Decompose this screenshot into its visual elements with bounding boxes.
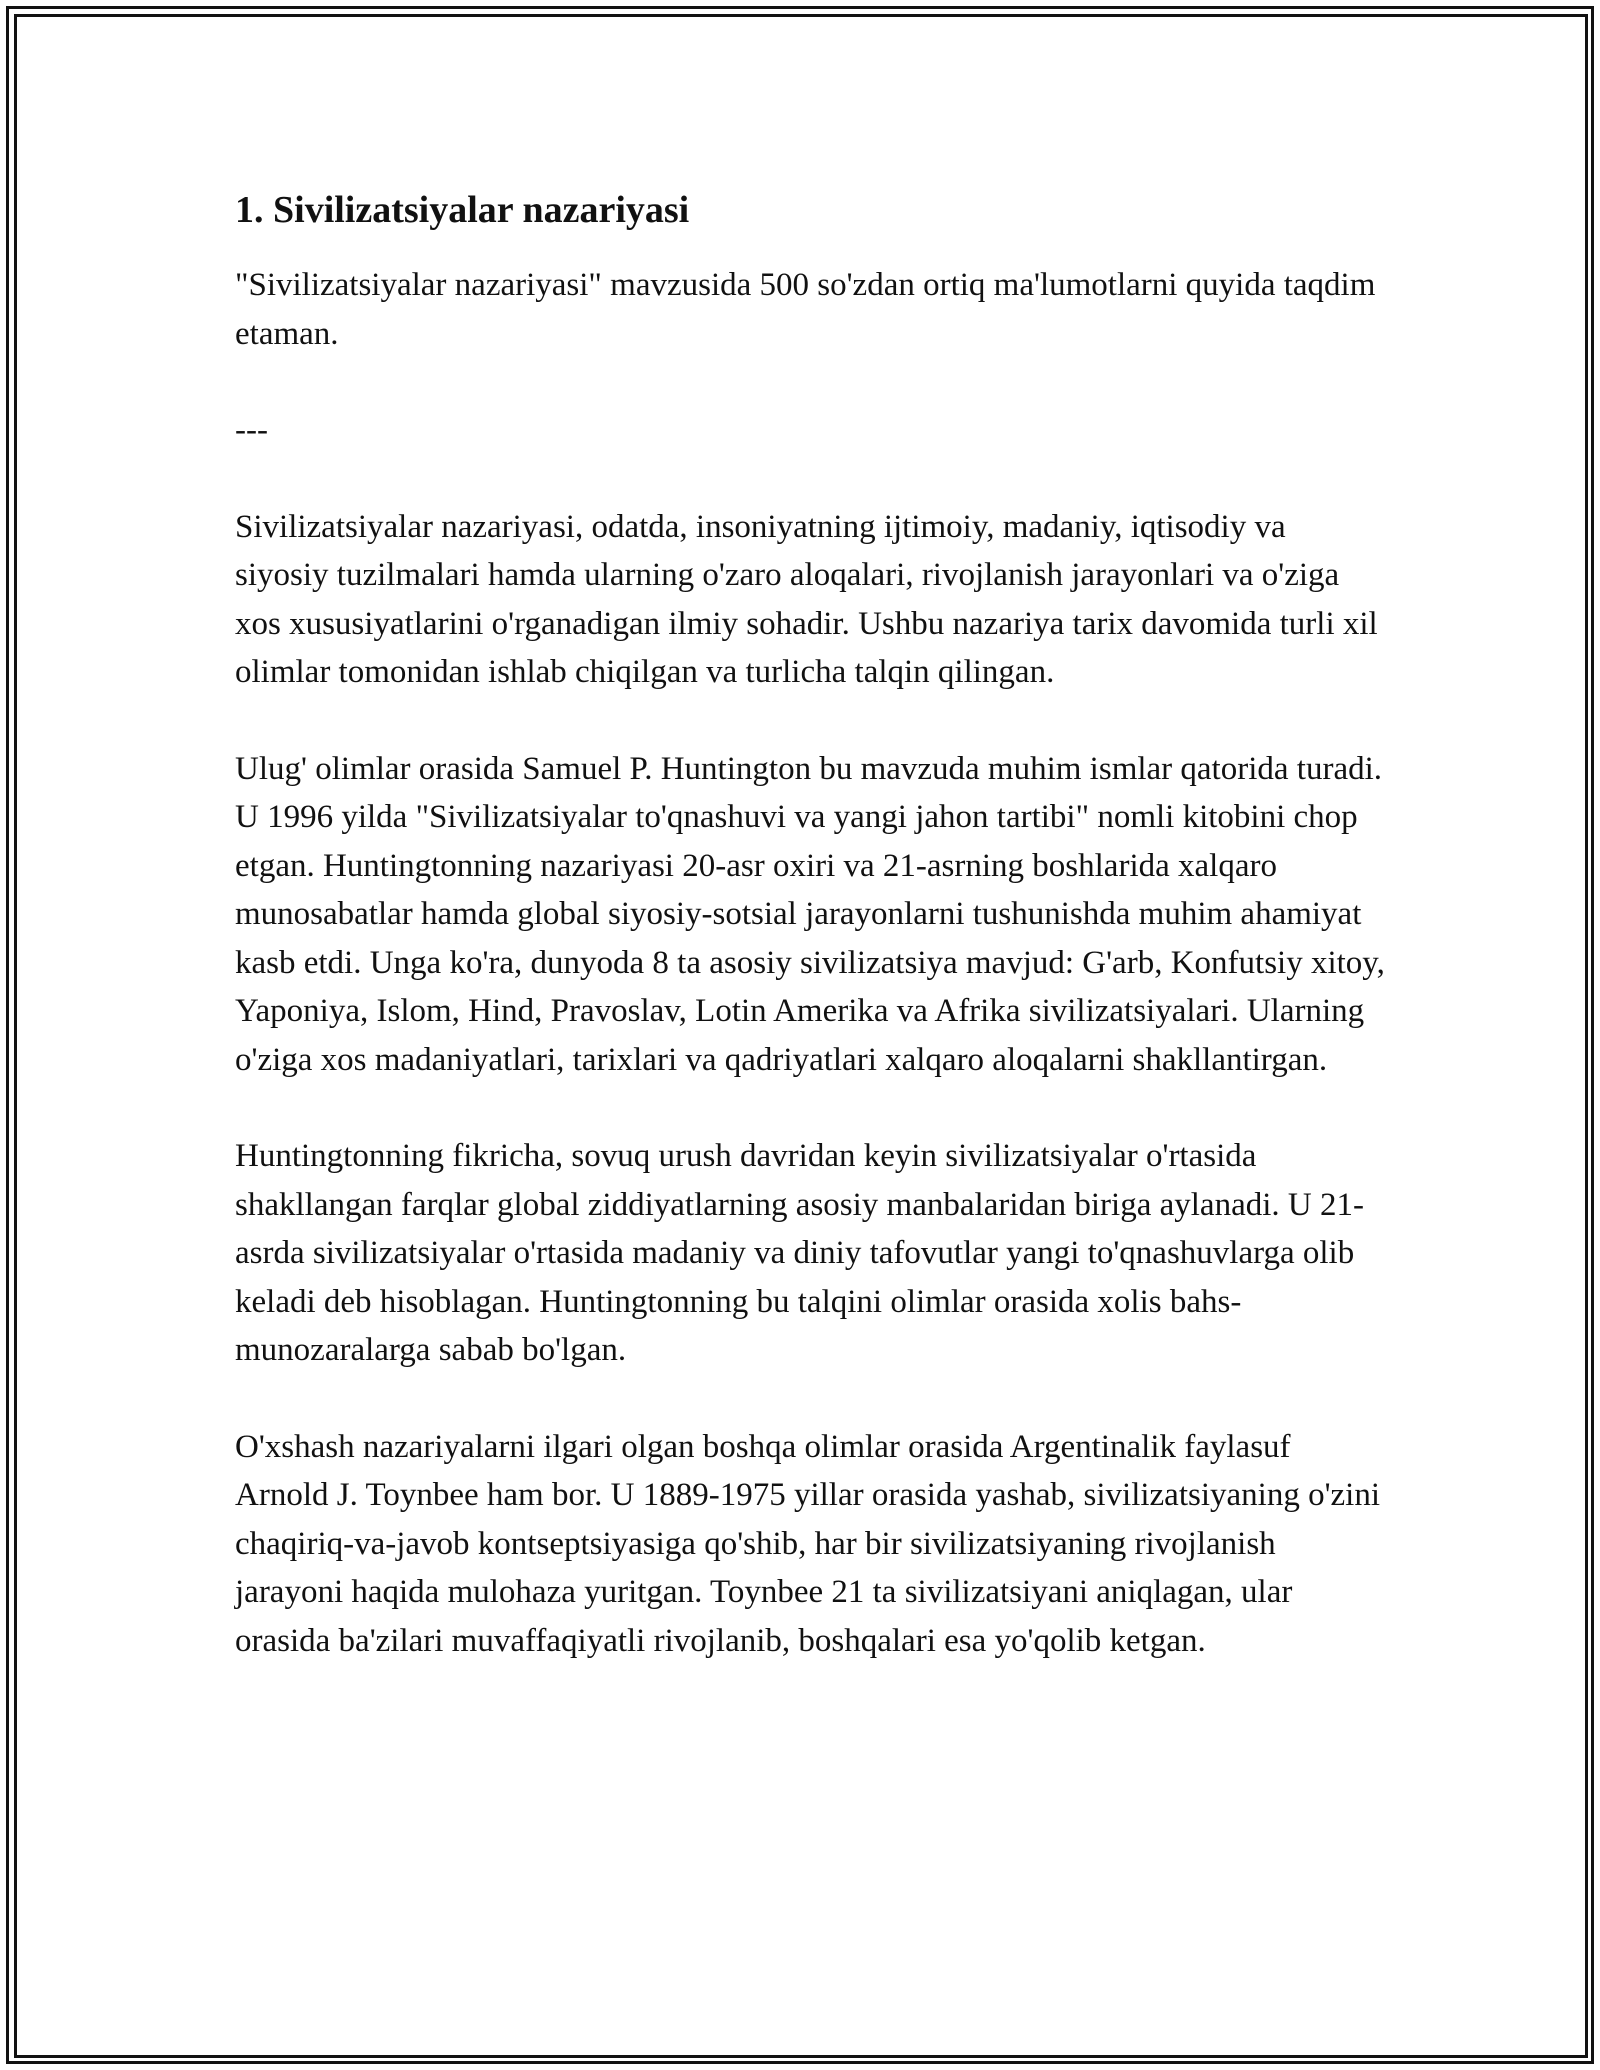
paragraph-definition: Sivilizatsiyalar nazariyasi, odatda, insoniyatning ijtimoiy, madaniy, iqtisodiy va siyosiy tuzilmalari hamda ularning o'zaro aloqalari, rivojlanish jarayonlari va o'ziga xos xususiyatlarini o'rganadigan ilmiy sohadir. Ushbu nazariya tarix davomida turli xil olimlar tomonidan ishlab chiqilgan va turlicha talqin qilingan. <box>235 508 1378 691</box>
intro-paragraph: "Sivilizatsiyalar nazariyasi" mavzusida 500 so'zdan ortiq ma'lumotlarni quyida taqdim etaman. <box>235 267 1376 352</box>
paragraph-huntington: Ulug' olimlar orasida Samuel P. Huntington bu mavzuda muhim ismlar qatorida turadi. U 1996 yilda "Sivilizatsiyalar to'qnashuvi va yangi jahon tartibi" nomli kitobini chop etgan. Huntingtonning nazariyasi 20-asr oxiri va 21-asrning boshlarida xalqaro munosabatlar hamda global siyosiy-sotsial jarayonlarni tushunishda muhim ahamiyat kasb etdi. Unga ko'ra, dunyoda 8 ta asosiy sivilizatsiya mavjud: G'arb, Konfutsiy xitoy, Yaponiya, Islom, Hind, Pravoslav, Lotin Amerika va Afrika sivilizatsiyalari. Ularning o'ziga xos madaniyatlari, tarixlari va qadriyatlari xalqaro aloqalarni shakllantirgan. <box>235 750 1385 1078</box>
document-body <box>235 186 1385 1713</box>
document-heading: 1. Sivilizatsiyalar nazariyasi <box>235 189 690 231</box>
paragraph-toynbee: O'xshash nazariyalarni ilgari olgan boshqa olimlar orasida Argentinalik faylasuf Arnold J. Toynbee ham bor. U 1889-1975 yillar orasida yashab, sivilizatsiyaning o'zini chaqiriq-va-javob kontseptsiyasiga qo'shib, har bir sivilizatsiyaning rivojlanish jarayoni haqida mulohaza yuritgan. Toynbee 21 ta sivilizatsiyani aniqlagan, ular orasida ba'zilari muvaffaqiyatli rivojlanib, boshqalari esa yo'qolib ketgan. <box>235 1428 1380 1659</box>
paragraph-huntington-view: Huntingtonning fikricha, sovuq urush davridan keyin sivilizatsiyalar o'rtasida shakllangan farqlar global ziddiyatlarning asosiy manbalaridan biriga aylanadi. U 21-asrda sivilizatsiyalar o'rtasida madaniy va diniy tafovutlar yangi to'qnashuvlarga olib keladi deb hisoblagan. Huntingtonning bu talqini olimlar orasida xolis bahs-munozaralarga sabab bo'lgan. <box>235 1138 1364 1369</box>
separator-line: --- <box>235 412 268 449</box>
